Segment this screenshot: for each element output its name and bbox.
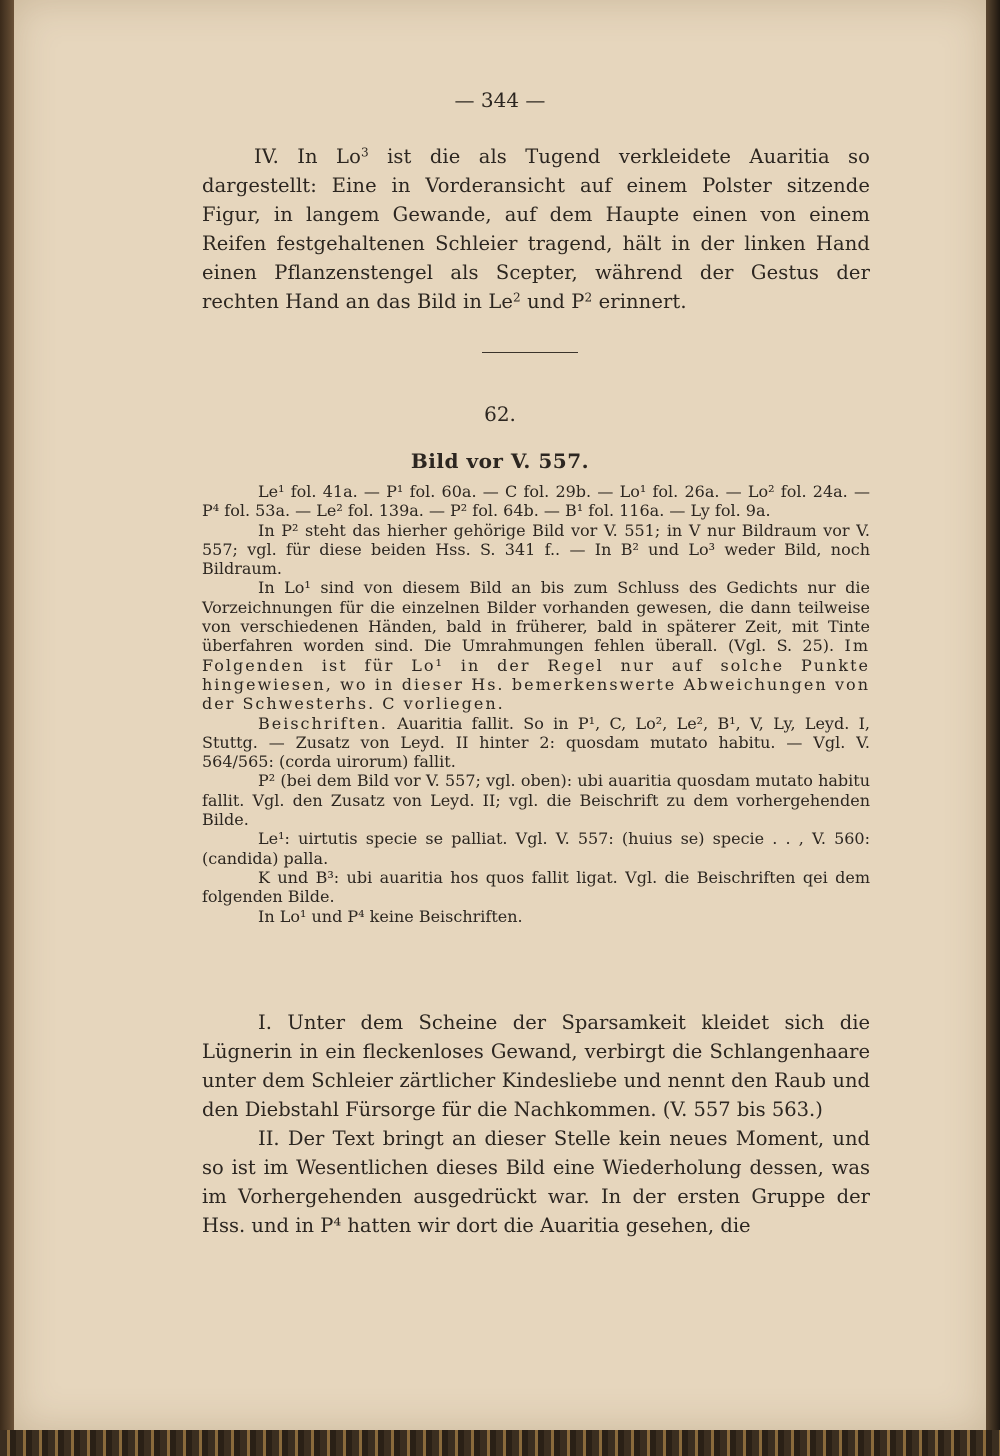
superscript: 2 (584, 290, 593, 305)
page-number: — 344 — (454, 88, 546, 112)
body-paragraph-i: I. Unter dem Scheine der Sparsamkeit kleidet sich die Lügnerin in ein fleckenloses Gewand, verbirgt die Schlangenhaare unter dem Schleier zärtlicher Kindesliebe und nennt den Raub und den Diebstahl Fürsorge für die Nachkommen. (V. 557 bis 563.) (202, 1011, 870, 1121)
note-lo1-p4: In Lo¹ und P⁴ keine Beischriften. (258, 906, 523, 926)
note-k-b3: K und B³: ubi auaritia hos quos fallit ligat. Vgl. die Beischriften qei dem folgenden Bilde. (202, 867, 870, 907)
note-beischriften-label: Beischriften. (258, 713, 388, 733)
section-iv-paragraph (202, 142, 870, 316)
section-iv-text-mid1: ist die als Tugend verkleidete Auaritia so dargestellt: Eine in Vorderansicht auf einem Polster sitzende Figur, in langem Gewande, auf dem Haupte einen von einem Reifen festgehaltenen Schleier tragend, hält in der linken Hand einen Pflanzenstengel als Scepter, während der Gestus der rechten Hand an das Bild in Le (202, 145, 871, 313)
note-beischriften (202, 714, 870, 772)
book-bottom-edge (0, 1430, 1000, 1456)
note-p2-bild: P² (bei dem Bild vor V. 557; vgl. oben): ubi auaritia quosdam mutato habitu fallit. Vgl. den Zusatz von Leyd. II; vgl. die Beischrift zu dem vorhergehenden Bilde. (202, 771, 870, 830)
section-iv-text-pre: IV. In Lo (254, 145, 361, 168)
section-number: 62. (484, 402, 516, 426)
section-iv-text-mid2: und P (520, 290, 585, 313)
body-paragraph-ii: II. Der Text bringt an dieser Stelle kein neues Moment, und so ist im Wesentlichen dieses Bild eine Wiederholung dessen, was im Vorhergehenden ausgedrückt war. In der ersten Gruppe der Hss. und in P⁴ hatten wir dort die Auaritia gesehen, die (202, 1127, 870, 1237)
book-spine (0, 0, 14, 1456)
note-manuscripts: Le¹ fol. 41a. — P¹ fol. 60a. — C fol. 29b. — Lo¹ fol. 26a. — Lo² fol. 24a. — P⁴ fol. 53a. — Le² fol. 139a. — P² fol. 64b. — B¹ fol. 116a. — Ly fol. 9a. (202, 482, 870, 521)
superscript: 2 (513, 290, 521, 305)
section-divider (482, 352, 578, 353)
note-p2: In P² steht das hierher gehörige Bild vor V. 551; in V nur Bildraum vor V. 557; vgl. für diese beiden Hss. S. 341 f.. — In B² und Lo³ weder Bild, noch Bildraum. (202, 520, 870, 579)
note-lo1 (202, 578, 870, 713)
note-lo1-spaced: Im Folgenden ist für Lo¹ in der Regel nur auf solche Punkte hingewiesen, wo in dieser Hs. bemerkenswerte Abweichungen von der Schwesterhs. C vorliegen. (202, 636, 871, 714)
body-text (202, 1008, 870, 1240)
superscript: 3 (360, 145, 369, 160)
note-beischriften-text: Auaritia fallit. So in P¹, C, Lo², Le², B¹, V, Ly, Leyd. I, Stuttg. — Zusatz von Leyd. II hinter 2: quosdam mutato habitu. — Vgl. V. 564/565: (corda uirorum) fallit. (202, 713, 871, 772)
section-title: Bild vor V. 557. (410, 449, 590, 473)
book-edge (986, 0, 1000, 1456)
note-le1: Le¹: uirtutis specie se palliat. Vgl. V. 557: (huius se) specie . . , V. 560: (candida) palla. (202, 829, 870, 868)
notes-block (202, 482, 870, 926)
section-iv-text-end: erinnert. (592, 290, 687, 313)
note-lo1-text: In Lo¹ sind von diesem Bild an bis zum Schluss des Gedichts nur die Vorzeichnungen für die einzelnen Bilder vorhanden gewesen, die dann teilweise von verschiedenen Händen, bald in früherer, bald in späterer Zeit, mit Tinte überfahren worden sind. Die Umrahmungen fehlen überall. (Vgl. S. 25). (202, 578, 870, 656)
